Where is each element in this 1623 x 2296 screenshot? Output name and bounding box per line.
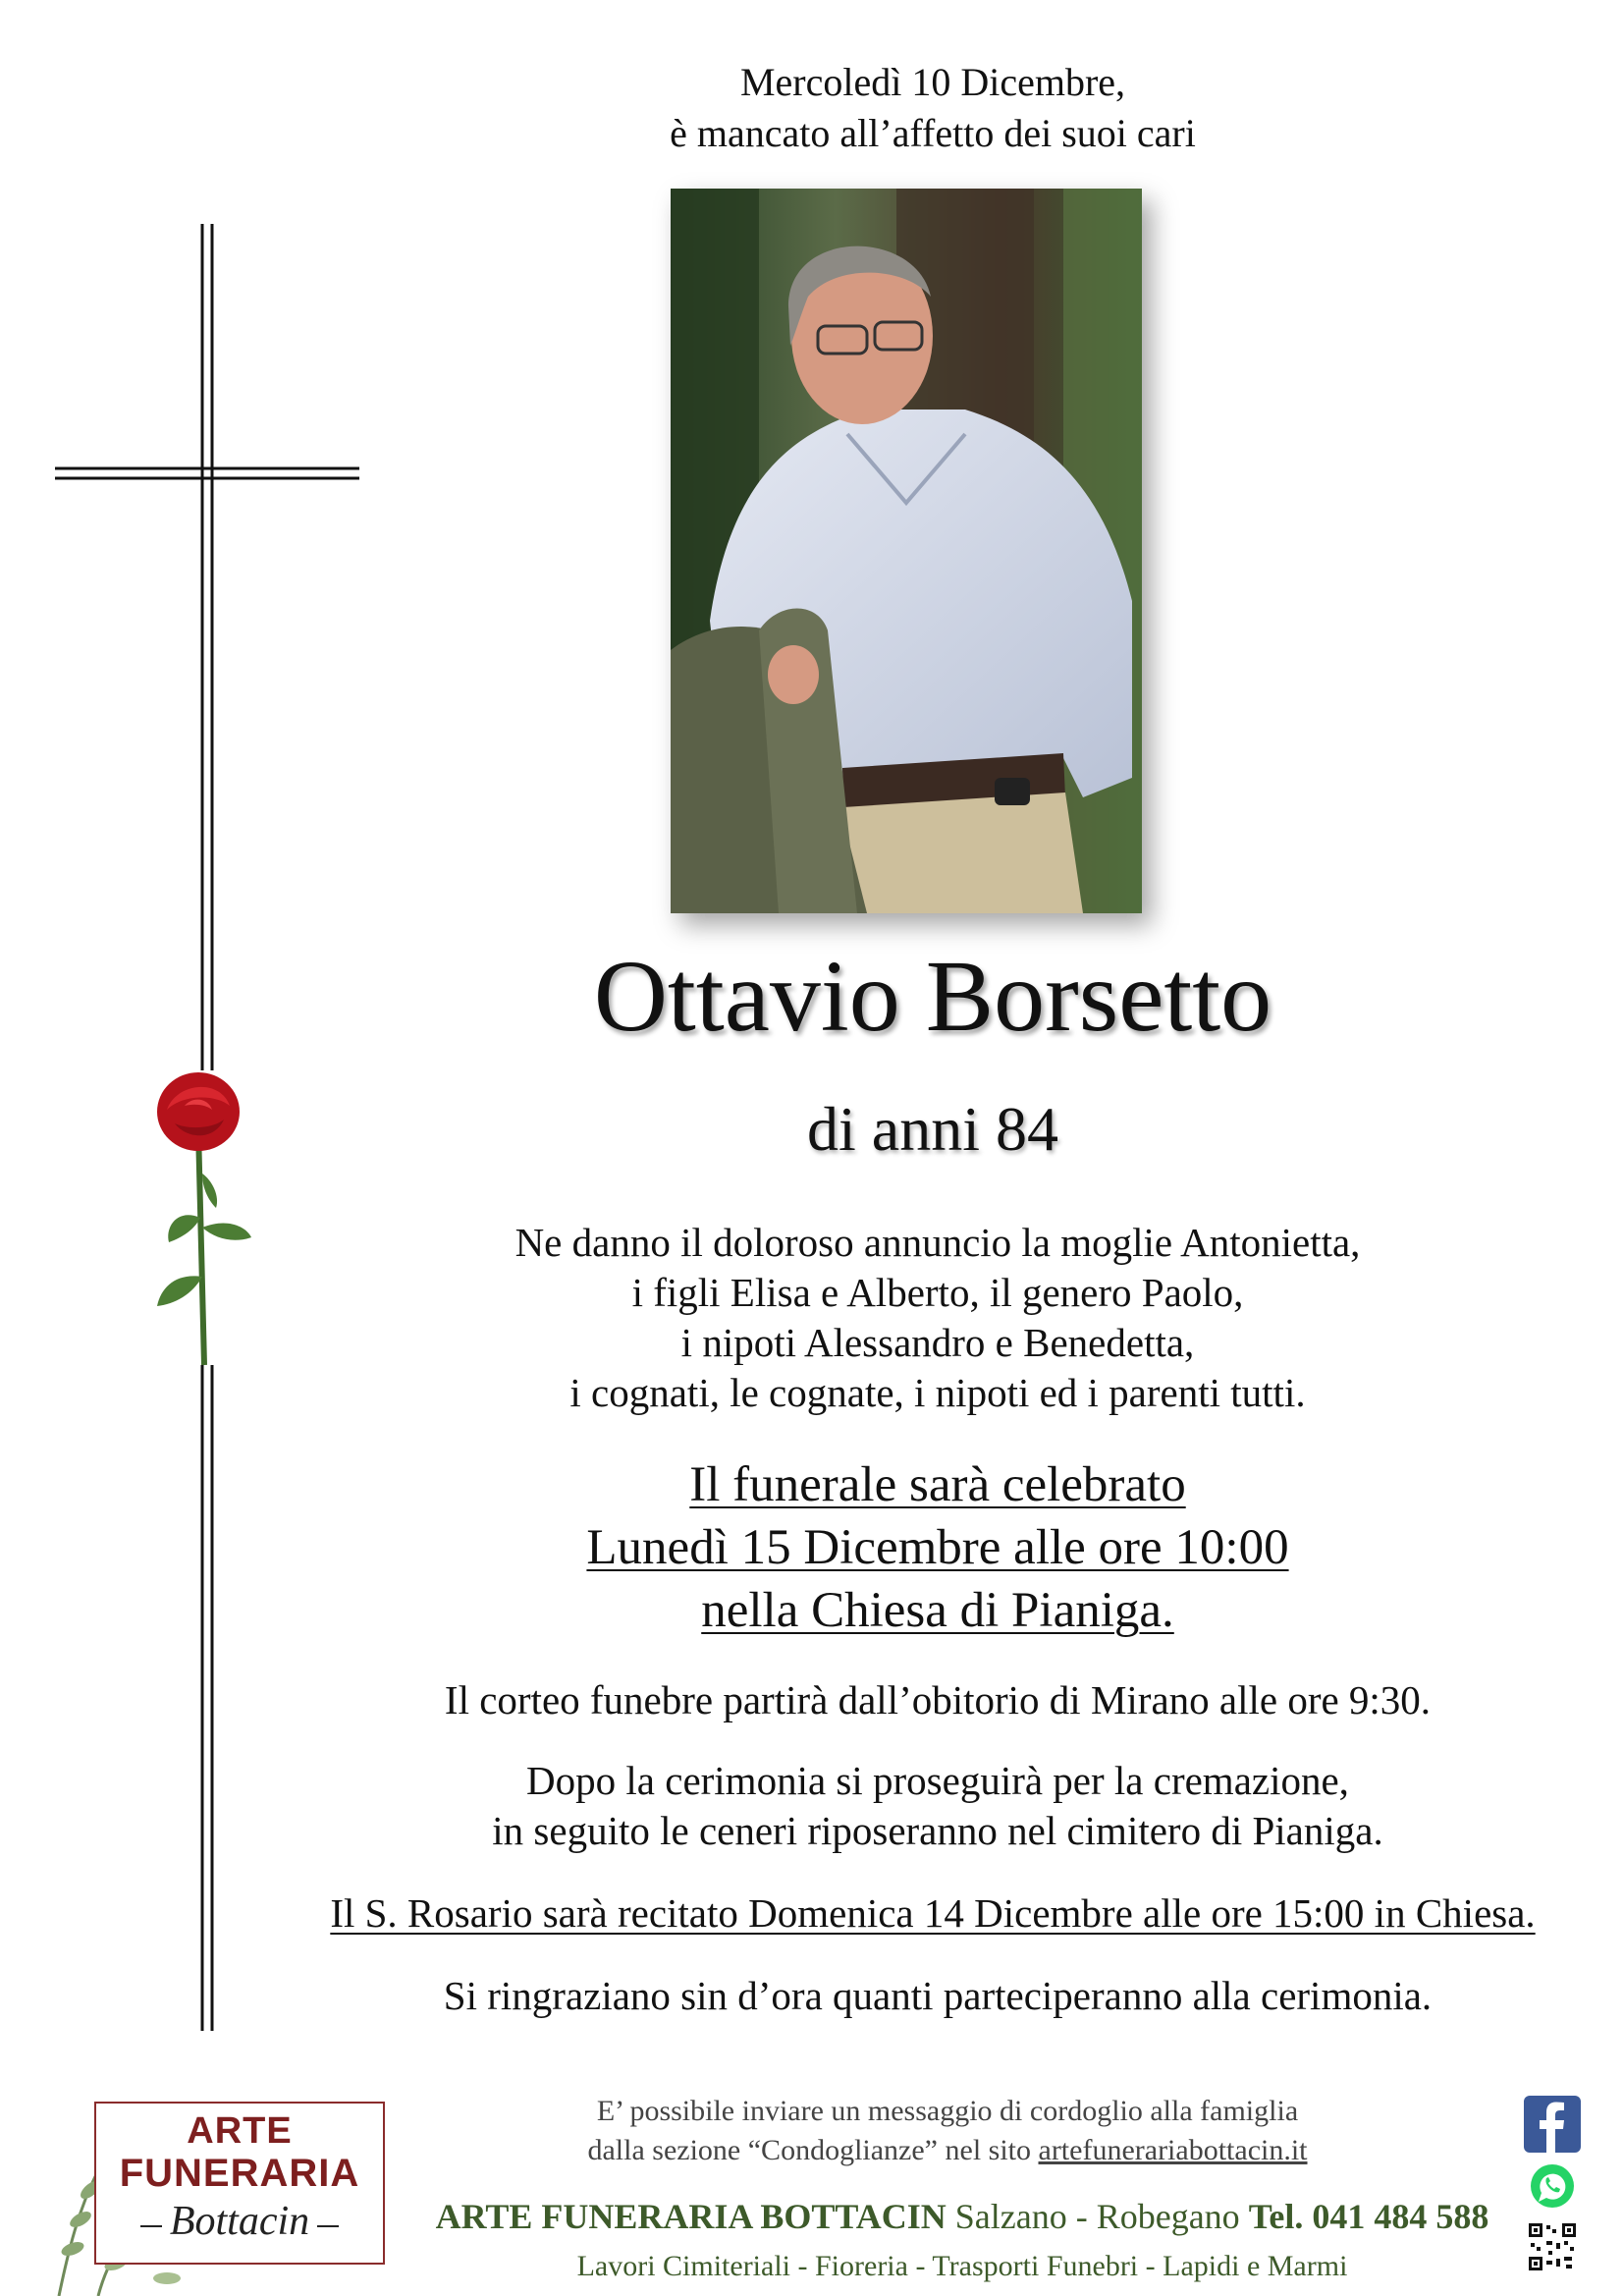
condolence-line: E’ possibile inviare un messaggio di cordoglio alla famiglia — [596, 2095, 1299, 2127]
rose-icon — [118, 1070, 275, 1365]
family-announcement — [324, 1218, 1551, 1418]
condolence-info — [422, 2092, 1473, 2170]
announcement-header — [550, 57, 1316, 159]
company-name: ARTE FUNERARIA BOTTACIN — [435, 2197, 947, 2236]
deceased-name: Ottavio Borsetto — [593, 940, 1272, 1053]
announcement-line: i cognati, le cognate, i nipoti ed i parenti tutti. — [569, 1370, 1306, 1415]
website-link[interactable]: artefunerariabottacin.it — [1038, 2134, 1308, 2166]
logo-line-bottacin: Bottacin — [170, 2196, 309, 2247]
header-date-line: Mercoledì 10 Dicembre, — [739, 60, 1126, 104]
logo-line-funeraria: FUNERARIA — [119, 2152, 360, 2195]
rosary-info: Il S. Rosario sarà recitato Domenica 14 Dicembre alle ore 15:00 in Chiesa. — [330, 1890, 1536, 1936]
company-services: Lavori Cimiteriali - Fioreria - Trasporti Funebri - Lapidi e Marmi — [576, 2250, 1348, 2282]
condolence-prefix: dalla sezione “Condoglianze” nel sito — [587, 2134, 1039, 2166]
deceased-age: di anni 84 — [807, 1094, 1058, 1164]
cremation-line: in seguito le ceneri riposeranno nel cimitero di Pianiga. — [492, 1808, 1383, 1853]
deceased-portrait — [671, 189, 1142, 913]
funeral-line: nella Chiesa di Pianiga. — [701, 1583, 1174, 1638]
funeral-home-logo — [94, 2102, 385, 2265]
condolence-line — [422, 2131, 1473, 2170]
company-locations: Salzano - Robegano — [954, 2197, 1240, 2236]
cremation-line: Dopo la cerimonia si proseguirà per la cremazione, — [526, 1758, 1349, 1803]
thanks-line: Si ringraziano sin d’ora quanti parteciperanno alla cerimonia. — [443, 1973, 1433, 2018]
announcement-line: Ne danno il doloroso annuncio la moglie Antonietta, — [514, 1220, 1361, 1265]
funeral-line: Il funerale sarà celebrato — [689, 1457, 1186, 1512]
header-subtitle-line: è mancato all’affetto dei suoi cari — [670, 111, 1196, 155]
facebook-icon[interactable] — [1524, 2096, 1581, 2153]
funeral-details — [324, 1453, 1551, 1642]
whatsapp-icon[interactable] — [1529, 2162, 1576, 2210]
announcement-line: i nipoti Alessandro e Benedetta, — [680, 1320, 1195, 1365]
cremation-info — [324, 1756, 1551, 1856]
company-phone[interactable]: Tel. 041 484 588 — [1248, 2197, 1489, 2236]
funeral-line: Lunedì 15 Dicembre alle ore 10:00 — [586, 1520, 1289, 1575]
announcement-line: i figli Elisa e Alberto, il genero Paolo, — [631, 1270, 1244, 1315]
qr-code-icon[interactable] — [1527, 2221, 1578, 2272]
procession-info: Il corteo funebre partirà dall’obitorio di Mirano alle ore 9:30. — [444, 1677, 1432, 1722]
logo-line-arte: ARTE — [187, 2110, 293, 2152]
company-info — [412, 2195, 1512, 2238]
